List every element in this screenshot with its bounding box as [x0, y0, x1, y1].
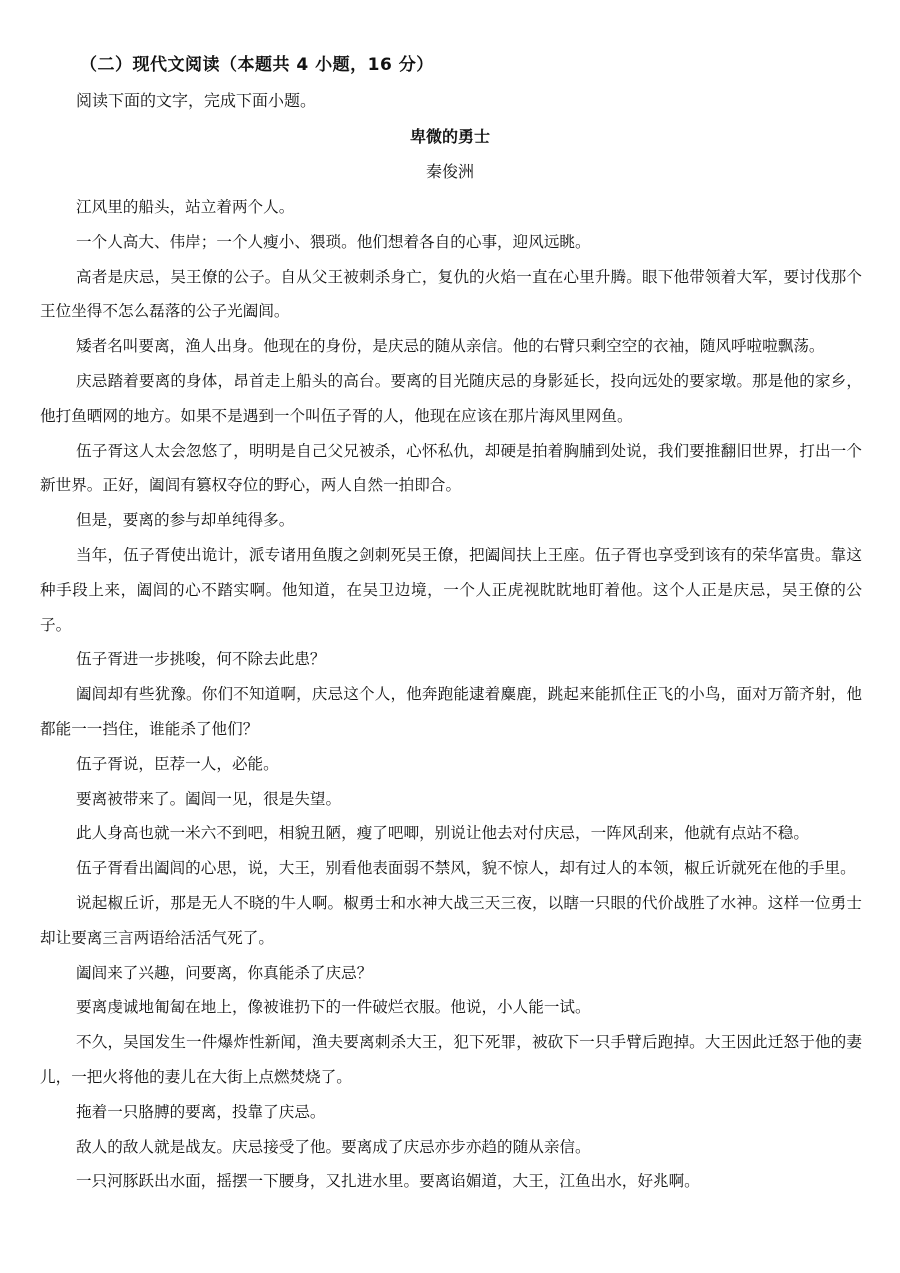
article-body	[40, 190, 862, 1199]
paragraph: 高者是庆忌，吴王僚的公子。自从父王被刺杀身亡，复仇的火焰一直在心里升腾。眼下他带领着大军，要讨伐那个王位坐得不怎么磊落的公子光阖闾。	[40, 267, 862, 321]
paragraph: 敌人的敌人就是战友。庆忌接受了他。要离成了庆忌亦步亦趋的随从亲信。	[76, 1137, 591, 1156]
section-heading: （二）现代文阅读（本题共 4 小题，16 分）	[80, 55, 434, 75]
paragraph: 不久，吴国发生一件爆炸性新闻，渔夫要离刺杀大王，犯下死罪，被砍下一只手臂后跑掉。大王因此迁怒于他的妻儿，一把火将他的妻儿在大街上点燃焚烧了。	[40, 1033, 862, 1086]
reading-instruction: 阅读下面的文字，完成下面小题。	[76, 91, 317, 110]
paragraph: 伍子胥进一步挑唆，何不除去此患？	[76, 650, 326, 669]
article-author: 秦俊洲	[425, 162, 474, 181]
paragraph: 此人身高也就一米六不到吧，相貌丑陋，瘦了吧唧，别说让他去对付庆忌，一阵风刮来，他就有点站不稳。	[76, 824, 809, 843]
paragraph: 伍子胥看出阖闾的心思，说，大王，别看他表面弱不禁风，貌不惊人，却有过人的本领，椒丘䜣就死在他的手里。	[76, 859, 856, 878]
paragraph: 矮者名叫要离，渔人出身。他现在的身份，是庆忌的随从亲信。他的右臂只剩空空的衣袖，随风呼啦啦飘荡。	[76, 337, 825, 356]
paragraph: 伍子胥这人太会忽悠了，明明是自己父兄被杀，心怀私仇，却硬是拍着胸脯到处说，我们要推翻旧世界，打出一个新世界。正好，阖闾有篡权夺位的野心，两人自然一拍即合。	[40, 441, 862, 495]
paragraph: 当年，伍子胥使出诡计，派专诸用鱼腹之剑刺死吴王僚，把阖闾扶上王座。伍子胥也享受到该有的荣华富贵。靠这种手段上来，阖闾的心不踏实啊。他知道，在吴卫边境，一个人正虎视眈眈地盯着他。这个人正是庆忌，吴王僚的公子。	[40, 545, 862, 634]
paragraph: 但是，要离的参与却单纯得多。	[76, 511, 295, 530]
paragraph: 伍子胥说，臣荐一人，必能。	[76, 754, 279, 773]
paragraph: 要离虔诚地匍匐在地上，像被谁扔下的一件破烂衣服。他说，小人能一试。	[76, 998, 591, 1017]
paragraph: 一只河豚跃出水面，摇摆一下腰身，又扎进水里。要离谄媚道，大王，江鱼出水，好兆啊。	[76, 1172, 700, 1191]
paragraph: 庆忌踏着要离的身体，昂首走上船头的高台。要离的目光随庆忌的身影延长，投向远处的要家墩。那是他的家乡，他打鱼晒网的地方。如果不是遇到一个叫伍子胥的人，他现在应该在那片海风里网鱼。	[40, 371, 862, 425]
paragraph: 阖闾却有些犹豫。你们不知道啊，庆忌这个人，他奔跑能逮着麋鹿，跳起来能抓住正飞的小鸟，面对万箭齐射，他都能一一挡住，谁能杀了他们？	[40, 685, 862, 738]
paragraph: 一个人高大、伟岸；一个人瘦小、猥琐。他们想着各自的心事，迎风远眺。	[76, 232, 591, 251]
paragraph: 要离被带来了。阖闾一见，很是失望。	[76, 789, 342, 808]
paragraph: 江风里的船头，站立着两个人。	[76, 198, 295, 216]
paragraph: 阖闾来了兴趣，问要离，你真能杀了庆忌？	[76, 963, 373, 982]
paragraph: 拖着一只胳膊的要离，投靠了庆忌。	[76, 1102, 326, 1121]
paragraph: 说起椒丘䜣，那是无人不晓的牛人啊。椒勇士和水神大战三天三夜，以瞎一只眼的代价战胜了水神。这样一位勇士却让要离三言两语给活活气死了。	[40, 893, 862, 947]
article-title: 卑微的勇士	[409, 127, 490, 146]
